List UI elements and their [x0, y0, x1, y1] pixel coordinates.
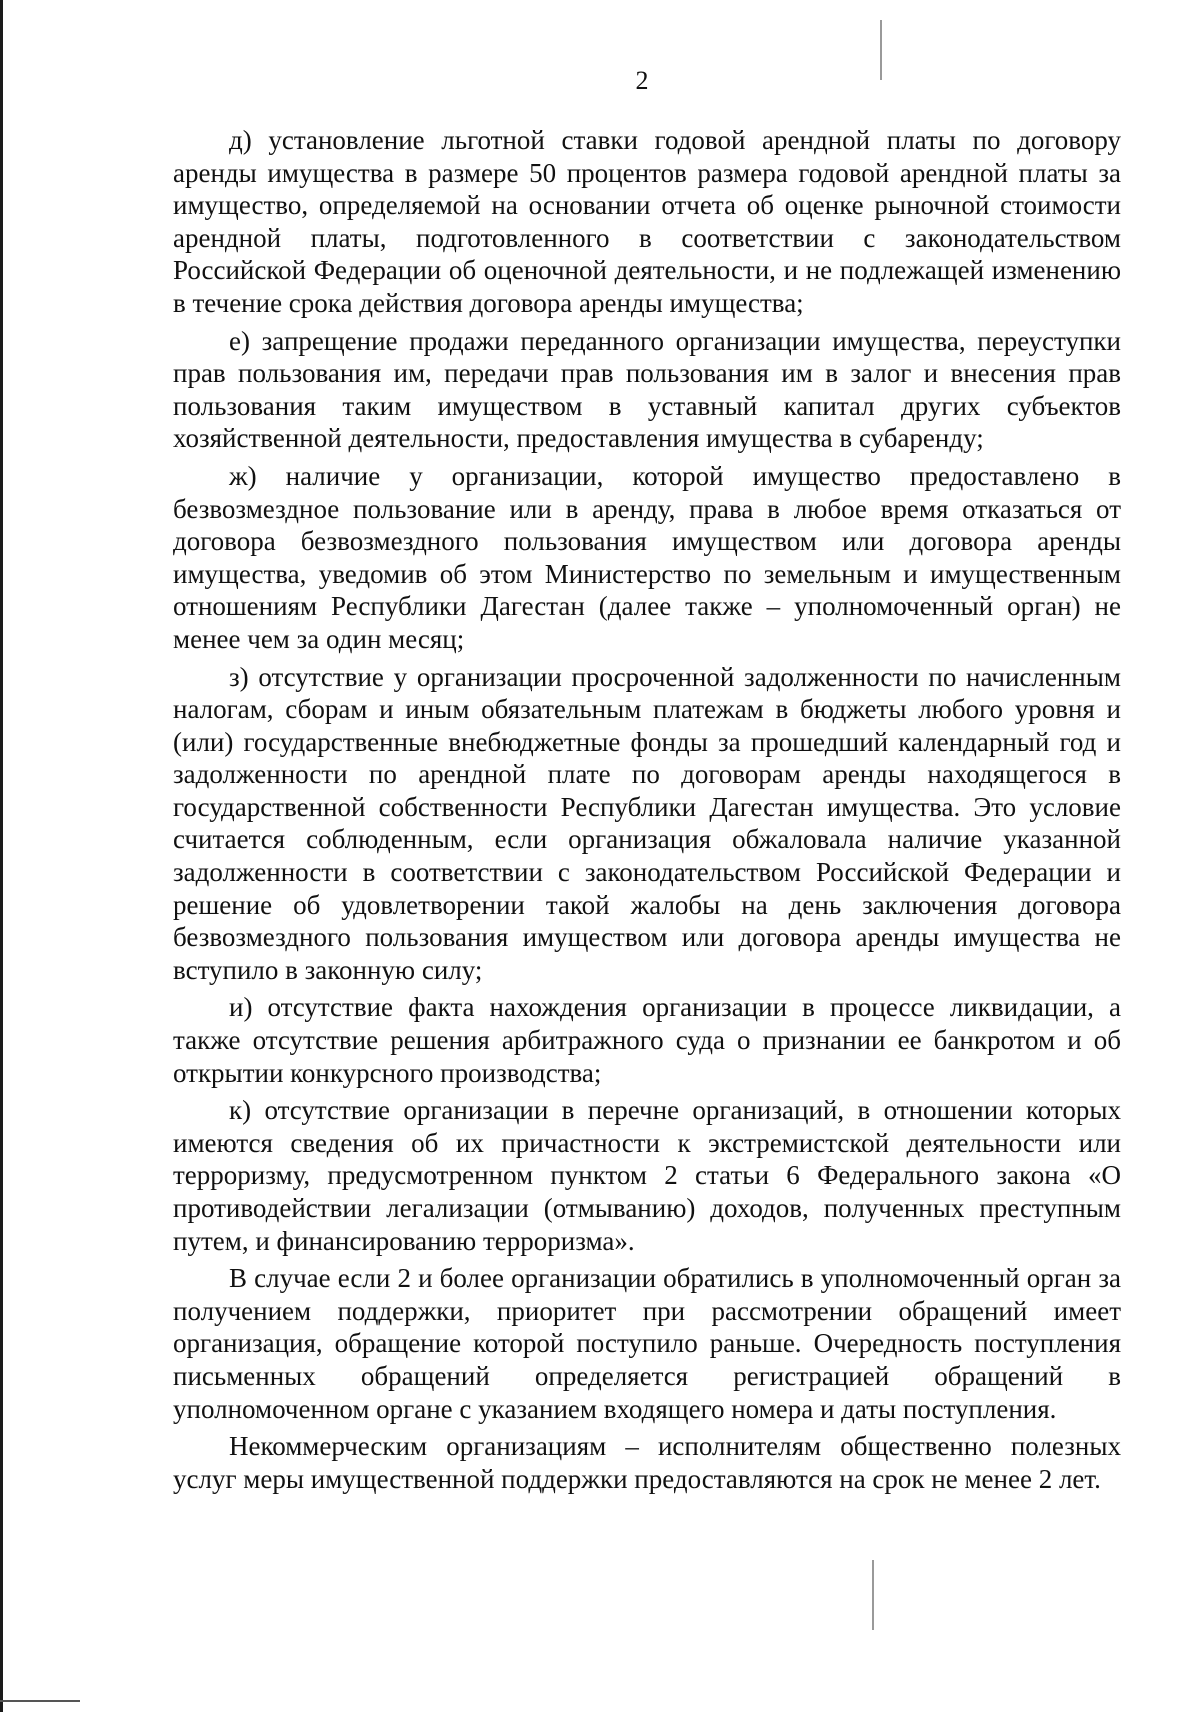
paragraph-term: Некоммерческим организациям – исполнителям общественно полезных услуг меры имущественной поддержки предоставляются на срок не менее 2 лет.: [173, 1431, 1121, 1494]
page-number: 2: [635, 66, 649, 95]
paragraph-k: к) отсутствие организации в перечне организаций, в отношении которых имеются сведения об их причастности к экстремистской деятельности или терроризму, предусмотренном пунктом 2 статьи 6 Федерального закона «О противодействии легализации (отмыванию) доходов, полученных преступным путем, и финансированию терроризма».: [173, 1095, 1121, 1256]
paragraph-e: е) запрещение продажи переданного организации имущества, переуступки прав пользования им, передачи прав пользования им в залог и внесения прав пользования таким имуществом в уставный капитал других субъектов хозяйственной деятельности, предоставления имущества в субаренду;: [173, 325, 1121, 454]
paragraph-d: д) установление льготной ставки годовой арендной платы по договору аренды имущества в размере 50 процентов размера годовой арендной платы за имущество, определяемой на основании отчета об оценке рыночной стоимости арендной платы, подготовленного в соответствии с законодательством Российской Федерации об оценочной деятельности, и не подлежащей изменению в течение срока действия договора аренды имущества;: [173, 125, 1121, 318]
paragraph-z: з) отсутствие у организации просроченной задолженности по начисленным налогам, сборам и иным обязательным платежам в бюджеты любого уровня и (или) государственные внебюджетные фонды за прошедший календарный год и задолженности по арендной плате по договорам аренды находящегося в государственной собственности Республики Дагестан имущества. Это условие считается соблюденным, если организация обжаловала наличие указанной задолженности в соответствии с законодательством Российской Федерации и решение об удовлетворении такой жалобы на день заключения договора безвозмездного пользования имуществом или договора аренды имущества не вступило в законную силу;: [173, 661, 1121, 985]
paragraph-i: и) отсутствие факта нахождения организации в процессе ликвидации, а также отсутствие решения арбитражного суда о признании ее банкротом и об открытии конкурсного производства;: [173, 992, 1121, 1088]
scan-artifact-bottom: [872, 1560, 874, 1630]
paragraph-priority: В случае если 2 и более организации обратились в уполномоченный орган за получением поддержки, приоритет при рассмотрении обращений имеет организация, обращение которой поступило раньше. Очередность поступления письменных обращений определяется регистрацией обращений в уполномоченном органе с указанием входящего номера и даты поступления.: [173, 1263, 1121, 1424]
scan-left-edge: [0, 0, 3, 1712]
paragraph-zh: ж) наличие у организации, которой имущество предоставлено в безвозмездное пользование или в аренду, права в любое время отказаться от договора безвозмездного пользования имуществом или договора аренды имущества, уведомив об этом Министерство по земельным и имущественным отношениям Республики Дагестан (далее также – уполномоченный орган) не менее чем за один месяц;: [173, 460, 1121, 654]
scan-bottom-line: [0, 1700, 80, 1702]
document-body: [173, 124, 1121, 1495]
